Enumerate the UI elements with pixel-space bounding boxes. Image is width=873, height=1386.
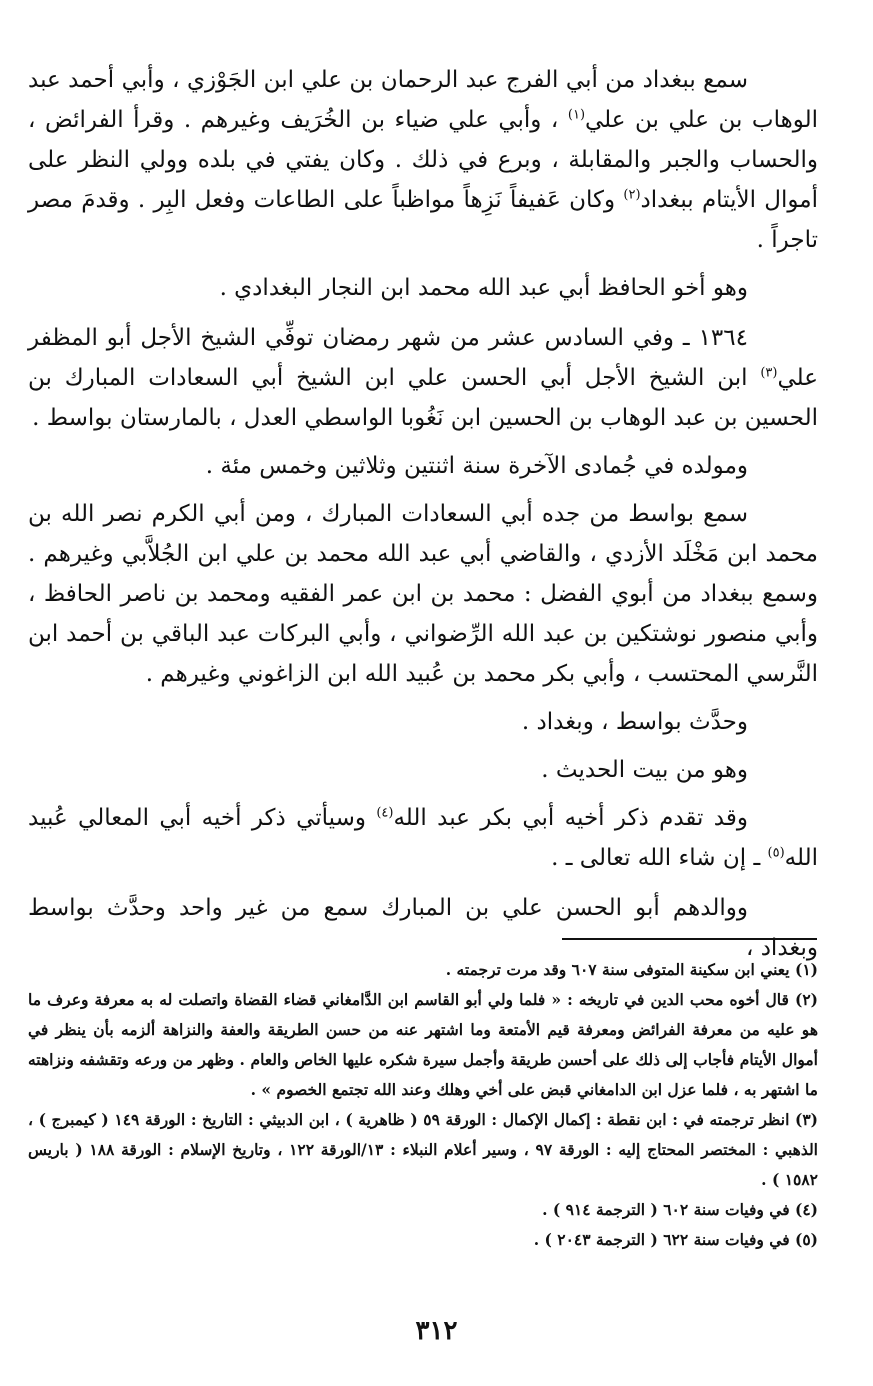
paragraph-brothers-text-a: وقد تقدم ذكر أخيه أبي بكر عبد الله [393, 805, 748, 831]
footnote-ref-4: (٤) [376, 805, 394, 821]
footnote-5: (٥) في وفيات سنة ٦٢٢ ( الترجمة ٢٠٤٣ ) . [533, 1230, 818, 1249]
entry-1364-text-a: ١٣٦٤ ـ وفي السادس عشر من شهر رمضان توفِّي الشيخ الأجل أبو المظفر علي [28, 325, 818, 391]
footnote-1: (١) يعني ابن سكينة المتوفى سنة ٦٠٧ وقد مرت ترجمته . [445, 960, 818, 979]
paragraph-2: وهو أخو الحافظ أبي عبد الله محمد ابن النجار البغدادي . [219, 275, 748, 301]
paragraph-narrated: وحدَّث بواسط ، وبغداد . [521, 709, 748, 735]
paragraph-family: وهو من بيت الحديث . [541, 757, 748, 783]
paragraph-1-text-a: سمع ببغداد من أبي الفرج عبد الرحمان بن علي ابن الجَوْزي ، وأبي أحمد عبد الوهاب بن علي بن علي [28, 67, 818, 133]
main-text [28, 60, 818, 976]
footnote-ref-5: (٥) [767, 845, 785, 861]
paragraph-brothers-text-c: ـ إن شاء الله تعالى ـ . [551, 845, 768, 871]
paragraph-brothers [28, 798, 818, 878]
paragraph-birth: ومولده في جُمادى الآخرة سنة اثنتين وثلاثين وخمس مئة . [205, 453, 748, 479]
page-number: ٣١٢ [415, 1316, 458, 1346]
entry-1364-text-b: ابن الشيخ الأجل أبي الحسن علي ابن الشيخ أبي السعادات المبارك بن الحسين بن عبد الوهاب بن الحسين ابن نَغُوبا الواسطي العدل ، بالمارستان بواسط . [28, 365, 818, 431]
paragraph-1 [28, 60, 818, 260]
footnote-3: (٣) انظر ترجمته في : ابن نقطة : إكمال الإكمال : الورقة ٥٩ ( ظاهرية ) ، ابن الدبيثي : التاريخ : الورقة ١٤٩ ( كيمبرج ) ، الذهبي : المختصر المحتاج إليه : الورقة ٩٧ ، وسير أعلام النبلاء : ١٣/الورقة ١٢٢ ، وتاريخ الإسلام : الورقة ١٨٨ ( باريس ١٥٨٢ ) . [28, 1110, 818, 1189]
footnote-ref-3: (٣) [760, 365, 778, 381]
footnote-divider [562, 938, 817, 940]
footnote-2: (٢) قال أخوه محب الدين في تاريخه : « فلما ولي أبو القاسم ابن الدَّامغاني قضاء القضاة واتصلت له به معرفة وعرف ما هو عليه من معرفة الفرائض ومعرفة قيم الأمتعة وما اشتهر عنه من حسن الطريقة والعفة والنزاهة ألزمه بأن ينظر في أموال الأيتام فأجاب إلى ذلك على أحسن طريقة وأجمل سيرة شكره عليها الخاص والعام . وظهر من ورعه وتقشفه ونزاهته ما اشتهر به ، فلما عزل ابن الدامغاني قبض على أخي وهلك وعند الله تجتمع الخصوم » . [28, 990, 818, 1099]
footnote-4: (٤) في وفيات سنة ٦٠٢ ( الترجمة ٩١٤ ) . [542, 1200, 818, 1219]
entry-1364 [28, 318, 818, 438]
paragraph-1-text-b: ، وأبي علي ضياء بن الخُرَيف وغيرهم . وقرأ الفرائض ، والحساب والجبر والمقابلة ، وبرع في ذلك . وكان يفتي في بلده وولي النظر على أموال الأيتام ببغداد [28, 107, 818, 213]
footnote-ref-1: (١) [567, 107, 586, 123]
paragraph-1-text-c: وكان عَفيفاً نَزِهاً مواظباً على الطاعات وفعل البِر . وقدمَ مصر تاجراً . [28, 187, 818, 253]
footnotes [28, 955, 818, 1255]
paragraph-teachers: سمع بواسط من جده أبي السعادات المبارك ، ومن أبي الكرم نصر الله بن محمد ابن مَخْلَد الأزدي ، والقاضي أبي عبد الله محمد بن علي ابن الجُلاَّبي وغيرهم . وسمع ببغداد من أبوي الفضل : محمد بن ابن عمر الفقيه ومحمد بن ناصر الحافظ ، وأبي منصور نوشتكين بن عبد الله الرِّضواني ، وأبي البركات عبد الباقي بن أحمد ابن النَّرسي المحتسب ، وأبي بكر محمد بن عُبيد الله ابن الزاغوني وغيرهم . [28, 501, 818, 687]
paragraph-father: ووالدهم أبو الحسن علي بن المبارك سمع من غير واحد وحدَّث بواسط وبغداد ، [28, 895, 818, 961]
footnote-ref-2: (٢) [623, 187, 641, 203]
paragraph-brothers-text-b: وسيأتي ذكر أخيه أبي المعالي عُبيد الله [28, 805, 818, 871]
